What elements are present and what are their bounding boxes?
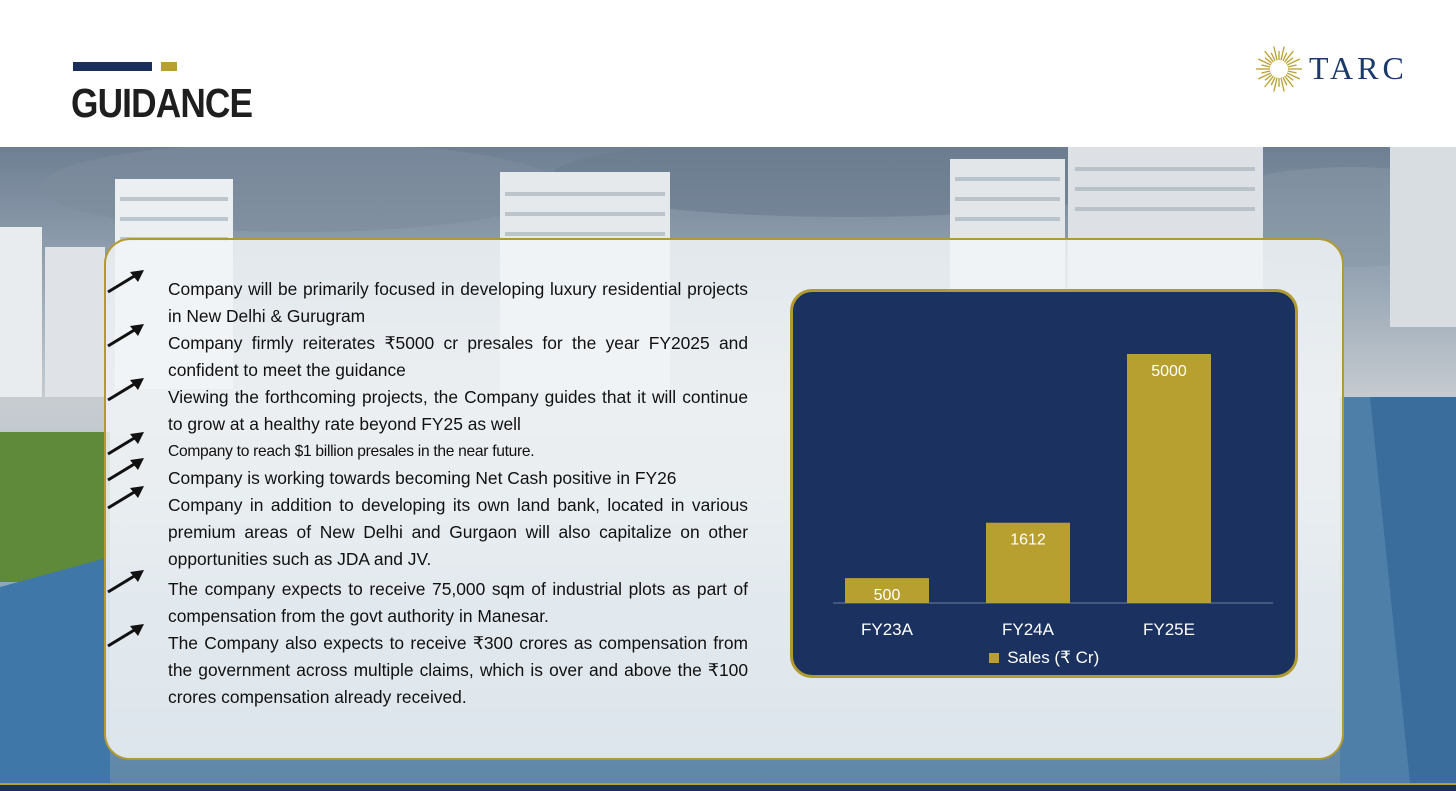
- arrow-bullet-icon: [106, 430, 146, 456]
- legend-label: Sales (₹ Cr): [1007, 648, 1100, 667]
- bar-fy25e: [1127, 354, 1211, 603]
- sunburst-logo-icon: [1254, 44, 1304, 94]
- bullet-text: Company will be primarily focused in developing luxury residential projects in New Delhi & Gurugram: [168, 279, 748, 326]
- logo-text: TARC: [1309, 50, 1408, 86]
- legend-swatch: [989, 653, 999, 663]
- bar-data-label: 5000: [1151, 363, 1187, 380]
- arrow-bullet-icon: [106, 268, 146, 294]
- arrow-bullet-icon: [106, 322, 146, 348]
- arrow-bullet-icon: [106, 484, 146, 510]
- sales-chart-panel: [790, 289, 1298, 678]
- x-tick-label: FY23A: [861, 620, 913, 639]
- bullet-text: Company firmly reiterates ₹5000 cr presales for the year FY2025 and confident to meet the guidance: [168, 333, 748, 380]
- arrow-bullet-icon: [106, 622, 146, 648]
- footer-bar: [0, 783, 1456, 791]
- arrow-bullet-icon: [106, 376, 146, 402]
- title-accent-bar-gold: [161, 62, 177, 71]
- x-tick-label: FY25E: [1143, 620, 1195, 639]
- bullet-text: Company is working towards becoming Net Cash positive in FY26: [168, 468, 677, 488]
- bullet-text: Viewing the forthcoming projects, the Company guides that it will continue to grow at a healthy rate beyond FY25 as well: [168, 387, 748, 434]
- bullet-text: Company to reach $1 billion presales in the near future.: [168, 443, 535, 460]
- page-title: GUIDANCE: [71, 80, 253, 126]
- chart-legend: [793, 648, 1295, 668]
- bar-data-label: 500: [873, 587, 901, 605]
- bar-data-label: 1612: [1010, 531, 1046, 549]
- arrow-bullet-icon: [106, 568, 146, 594]
- title-accent-bar-navy: [73, 62, 152, 71]
- guidance-bullet-list: [106, 240, 856, 758]
- x-tick-label: FY24A: [1002, 620, 1054, 639]
- sales-bar-chart: [793, 292, 1295, 675]
- arrow-bullet-icon: [106, 456, 146, 482]
- company-logo: [1254, 44, 1424, 94]
- bullet-text: The Company also expects to receive ₹300 crores as compensation from the government across multiple claims, which is over and above the ₹100 crores compensation already received.: [168, 633, 748, 707]
- bullet-text: The company expects to receive 75,000 sqm of industrial plots as part of compensation from the govt authority in Manesar.: [168, 579, 748, 626]
- bullet-text: Company in addition to developing its own land bank, located in various premium areas of New Delhi and Gurgaon will also capitalize on other opportunities such as JDA and JV.: [168, 495, 748, 569]
